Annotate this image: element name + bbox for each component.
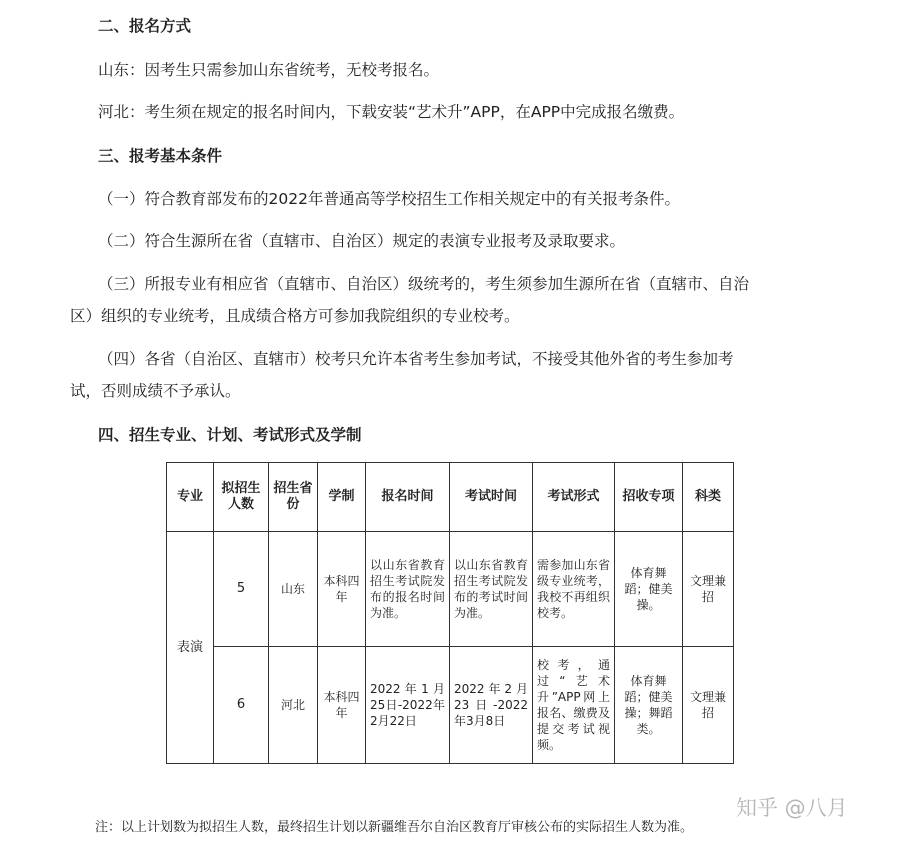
count-cell: 6: [214, 647, 269, 764]
table-header-row: [167, 463, 734, 532]
special-cell: 体育舞蹈；健美操；舞蹈类。: [615, 647, 683, 764]
section-4-heading: 四、招生专业、计划、考试形式及学制: [98, 426, 362, 444]
exam-time-cell: 以山东省教育招生考试院发布的考试时间为准。: [450, 532, 533, 647]
table-row: [167, 532, 734, 647]
header-category: 科类: [683, 463, 734, 532]
register-time-cell: 以山东省教育招生考试院发布的报名时间为准。: [366, 532, 450, 647]
footnote: 注：以上计划数为拟招生人数，最终招生计划以新疆维吾尔自治区教育厅审核公布的实际招生人数为准。: [95, 820, 694, 835]
condition-item-1: （一）符合教育部发布的2022年普通高等学校招生工作相关规定中的有关报考条件。: [98, 190, 680, 208]
section-3-heading: 三、报考基本条件: [98, 147, 223, 165]
admissions-table: [166, 462, 734, 764]
header-province: 招生省份: [269, 463, 318, 532]
count-cell: 5: [214, 532, 269, 647]
header-exam-time: 考试时间: [450, 463, 533, 532]
condition-item-4-line-1: （四）各省（自治区、直辖市）校考只允许本省考生参加考试，不接受其他外省的考生参加考: [98, 350, 734, 368]
zhihu-watermark: 知乎 @八月: [736, 796, 848, 820]
header-count: 拟招生人数: [214, 463, 269, 532]
province-cell: 河北: [269, 647, 318, 764]
header-register-time: 报名时间: [366, 463, 450, 532]
exam-form-cell: 校考，通过“艺术升”APP网上报名、缴费及提交考试视频。: [533, 647, 615, 764]
duration-cell: 本科四年: [318, 647, 366, 764]
header-major: 专业: [167, 463, 214, 532]
condition-item-3-line-2: 区）组织的专业统考，且成绩合格方可参加我院组织的专业校考。: [70, 307, 520, 325]
province-cell: 山东: [269, 532, 318, 647]
section-2-heading: 二、报名方式: [98, 17, 192, 35]
shandong-registration-text: 山东：因考生只需参加山东省统考，无校考报名。: [98, 61, 440, 79]
hebei-registration-text: 河北：考生须在规定的报名时间内，下载安装“艺术升”APP，在APP中完成报名缴费。: [98, 103, 685, 121]
exam-form-cell: 需参加山东省级专业统考，我校不再组织校考。: [533, 532, 615, 647]
special-cell: 体育舞蹈；健美操。: [615, 532, 683, 647]
condition-item-4-line-2: 试，否则成绩不予承认。: [70, 382, 241, 400]
table-row: [167, 647, 734, 764]
category-cell: 文理兼招: [683, 647, 734, 764]
major-cell: 表演: [167, 532, 214, 764]
condition-item-2: （二）符合生源所在省（直辖市、自治区）规定的表演专业报考及录取要求。: [98, 232, 626, 250]
condition-item-3-line-1: （三）所报专业有相应省（直辖市、自治区）级统考的，考生须参加生源所在省（直辖市、自治: [98, 275, 750, 293]
register-time-cell: 2022年1月25日-2022年2月22日: [366, 647, 450, 764]
header-duration: 学制: [318, 463, 366, 532]
header-exam-form: 考试形式: [533, 463, 615, 532]
header-special: 招收专项: [615, 463, 683, 532]
exam-time-cell: 2022年2月23日-2022年3月8日: [450, 647, 533, 764]
duration-cell: 本科四年: [318, 532, 366, 647]
category-cell: 文理兼招: [683, 532, 734, 647]
